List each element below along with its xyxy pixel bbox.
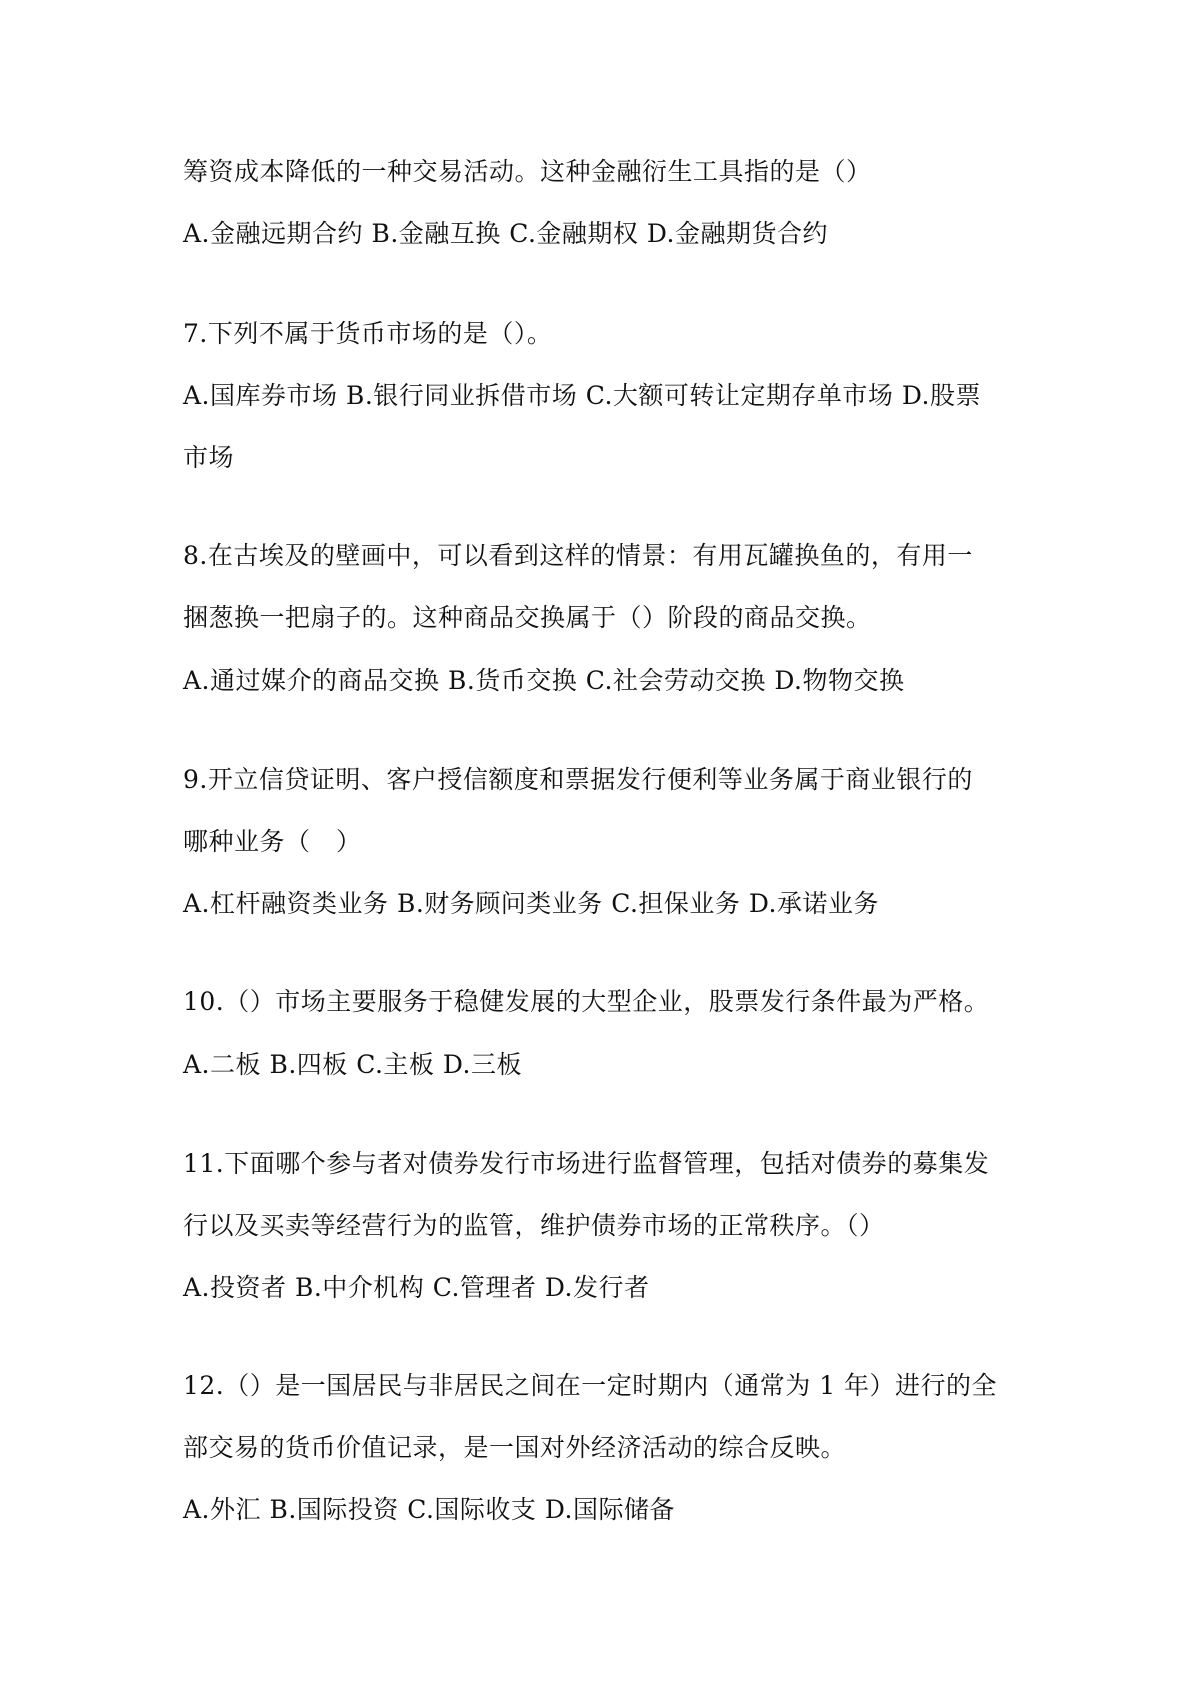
question-8-stem-line-2: 捆葱换一把扇子的。这种商品交换属于（）阶段的商品交换。 (183, 603, 872, 632)
question-9-stem-line-2: 哪种业务（ ） (183, 827, 362, 856)
question-6-stem-line-2: 筹资成本降低的一种交易活动。这种金融衍生工具指的是（） (183, 157, 872, 186)
question-7-options-line-1: A.国库券市场 B.银行同业拆借市场 C.大额可转让定期存单市场 D.股票 (183, 381, 981, 410)
question-12-stem-line-1: 12.（）是一国居民与非居民之间在一定时期内（通常为 1 年）进行的全 (183, 1371, 998, 1400)
question-11-stem-line-1: 11.下面哪个参与者对债券发行市场进行监督管理，包括对债券的募集发 (183, 1149, 990, 1178)
question-8-stem-line-1: 8.在古埃及的壁画中，可以看到这样的情景：有用瓦罐换鱼的，有用一 (183, 541, 973, 570)
question-9-options: A.杠杆融资类业务 B.财务顾问类业务 C.担保业务 D.承诺业务 (183, 889, 879, 918)
question-10-stem: 10.（）市场主要服务于稳健发展的大型企业，股票发行条件最为严格。 (183, 987, 990, 1016)
question-7-stem: 7.下列不属于货币市场的是（）。 (183, 319, 553, 348)
question-11-options: A.投资者 B.中介机构 C.管理者 D.发行者 (183, 1273, 650, 1302)
question-12-options: A.外汇 B.国际投资 C.国际收支 D.国际储备 (183, 1495, 675, 1524)
question-10-options: A.二板 B.四板 C.主板 D.三板 (183, 1050, 522, 1079)
question-9-stem-line-1: 9.开立信贷证明、客户授信额度和票据发行便利等业务属于商业银行的 (183, 765, 973, 794)
question-6-options: A.金融远期合约 B.金融互换 C.金融期权 D.金融期货合约 (183, 219, 828, 248)
question-11-stem-line-2: 行以及买卖等经营行为的监管，维护债券市场的正常秩序。（） (183, 1211, 885, 1240)
question-7-options-line-2: 市场 (183, 443, 235, 472)
question-8-options: A.通过媒介的商品交换 B.货币交换 C.社会劳动交换 D.物物交换 (183, 666, 905, 695)
question-12-stem-line-2: 部交易的货币价值记录，是一国对外经济活动的综合反映。 (183, 1433, 847, 1462)
